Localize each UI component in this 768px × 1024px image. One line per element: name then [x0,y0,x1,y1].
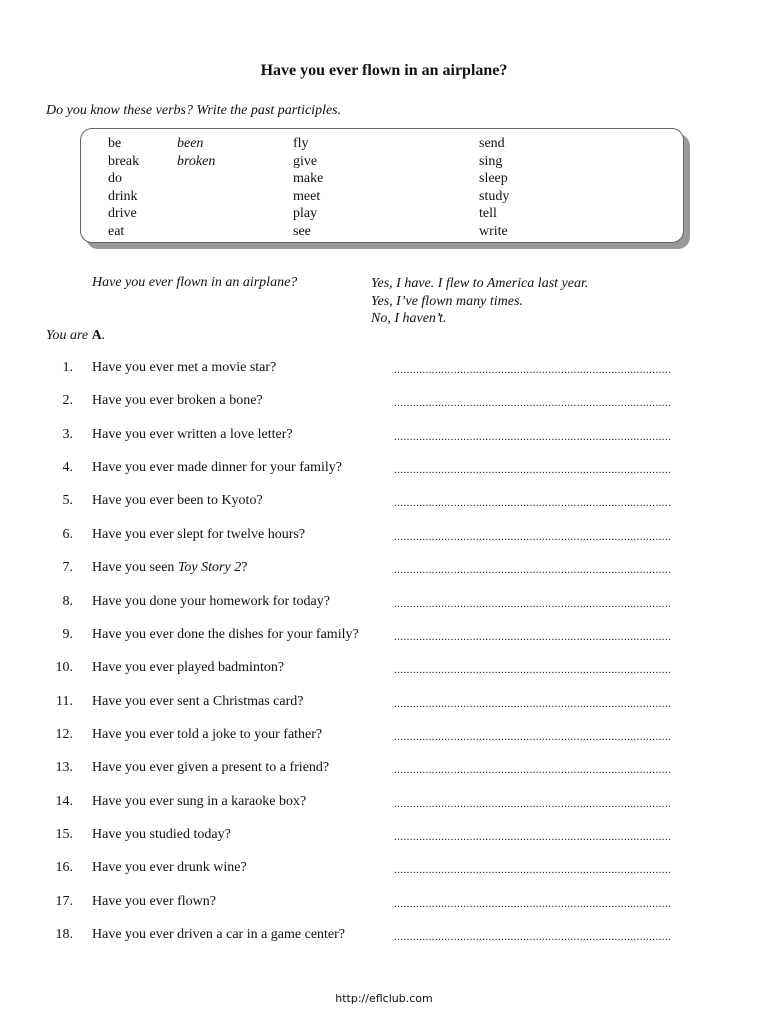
answer-line[interactable]: ........................................................................................ [394,364,672,376]
question-number: 9. [62,626,73,642]
answer-line[interactable]: ........................................................................................ [394,931,672,943]
question-number: 15. [55,826,73,842]
question-text: Have you ever slept for twelve hours? [92,526,306,542]
question-text: Have you done your homework for today? [92,593,330,609]
question-row [0,694,768,714]
question-text: Have you ever written a love letter? [92,426,293,442]
question-row [0,560,768,580]
question-number: 5. [62,493,73,509]
answer-line[interactable]: ........................................................................................ [394,697,672,710]
verb-base: see [293,223,311,239]
answer-line[interactable]: ........................................................................................ [394,497,672,510]
question-row [0,493,768,513]
question-text: Have you studied today? [92,826,231,842]
question-text: Have you ever played badminton? [92,660,285,676]
verb-column-participle [177,135,215,170]
verb-box [80,128,684,243]
verb-base: meet [293,188,321,204]
question-number: 12. [55,726,73,742]
footer-url: http://eflclub.com [335,992,433,1005]
verb-base: give [293,153,318,169]
verb-base: sleep [479,171,508,186]
verb-base: study [479,188,510,204]
question-number: 11. [56,693,73,709]
question-text: Have you ever made dinner for your family? [92,460,342,476]
question-row [0,393,768,413]
answer-line[interactable]: ........................................................................................ [394,897,672,910]
question-row [0,594,768,614]
question-text: Have you ever given a present to a friend? [92,760,330,776]
answer-line[interactable]: ........................................................................................ [394,764,672,777]
question-text: Have you ever met a movie star? [92,360,277,375]
question-number: 6. [62,526,73,542]
question-text: Have you ever sent a Christmas card? [92,693,304,709]
question-text-part: ? [241,560,248,576]
question-number: 8. [62,593,73,609]
answer-line[interactable]: ........................................................................................ [394,464,672,477]
example-answer: Yes, I have. I flew to America last year. [371,276,589,291]
verb-base: sing [479,153,503,169]
verb-participle: been [177,136,204,151]
question-text: Have you ever been to Kyoto? [92,493,263,509]
answer-line[interactable]: ........................................................................................ [394,830,672,843]
question-text: Have you ever driven a car in a game center? [92,927,346,942]
answer-line[interactable]: ........................................................................................ [394,664,672,677]
question-row [0,927,768,947]
answer-line[interactable]: ........................................................................................ [394,864,672,877]
verb-instruction: Do you know these verbs? Write the past participles. [46,103,342,118]
question-row [0,894,768,914]
question-row [0,527,768,547]
answer-line[interactable]: ........................................................................................ [394,597,672,610]
answer-line[interactable]: ........................................................................................ [394,564,672,577]
example-question: Have you ever flown in an airplane? [92,275,298,290]
verb-base: eat [108,223,125,239]
question-number: 1. [62,360,73,375]
question-row [0,827,768,847]
verb-column-base-3 [479,135,509,240]
example-answer: Yes, I’ve flown many times. [371,293,523,309]
verb-base: break [108,153,140,169]
question-row [0,627,768,647]
question-row [0,427,768,447]
verb-base: drive [108,206,137,221]
question-number: 7. [62,560,73,576]
question-row [0,794,768,814]
verb-participle: broken [177,153,216,169]
question-number: 18. [55,927,73,942]
worksheet-title: Have you ever flown in an airplane? [260,62,508,79]
verb-base: send [479,136,505,151]
example-answers [371,275,588,328]
example-answer: No, I haven’t. [371,311,447,326]
question-number: 13. [55,760,73,776]
question-row [0,760,768,780]
verb-base: fly [293,136,309,151]
question-row [0,727,768,747]
verb-base: play [293,206,318,221]
question-number: 2. [62,393,73,409]
verb-base: be [108,136,122,151]
question-text: Have you ever flown? [92,893,217,909]
verb-base: tell [479,206,497,221]
question-number: 16. [55,860,73,876]
question-number: 10. [55,660,73,676]
verb-base: make [293,171,324,186]
answer-line[interactable]: ........................................................................................ [394,630,672,643]
role-label [46,328,105,344]
question-text: Have you ever done the dishes for your family? [92,626,359,642]
question-text: Have you ever sung in a karaoke box? [92,793,307,809]
question-row [0,860,768,880]
verb-column-base-2 [293,135,323,240]
role-suffix: . [101,328,106,343]
question-text: Have you ever told a joke to your father? [92,726,323,742]
question-text-part: Have you seen [92,560,178,576]
question-text: Have you ever drunk wine? [92,860,247,876]
role-letter: A [91,328,102,343]
verb-base: write [479,223,508,239]
answer-line[interactable]: ........................................................................................ [394,730,672,743]
answer-line[interactable]: ........................................................................................ [394,797,672,810]
question-number: 14. [55,793,73,809]
question-number: 17. [55,893,73,909]
question-row [0,660,768,680]
question-row [0,360,768,380]
question-row [0,460,768,480]
answer-line[interactable]: ........................................................................................ [394,430,672,443]
question-number: 4. [62,460,73,476]
question-number: 3. [62,426,73,442]
answer-line[interactable]: ........................................................................................ [394,530,672,543]
verb-base: drink [108,188,138,204]
verb-base: do [108,171,122,186]
role-prefix: You are [46,328,92,343]
question-title-italic: Toy Story 2 [177,560,242,576]
verb-column-base [108,135,139,240]
answer-line[interactable]: ........................................................................................ [394,397,672,410]
question-text [92,560,247,576]
question-text: Have you ever broken a bone? [92,393,263,409]
